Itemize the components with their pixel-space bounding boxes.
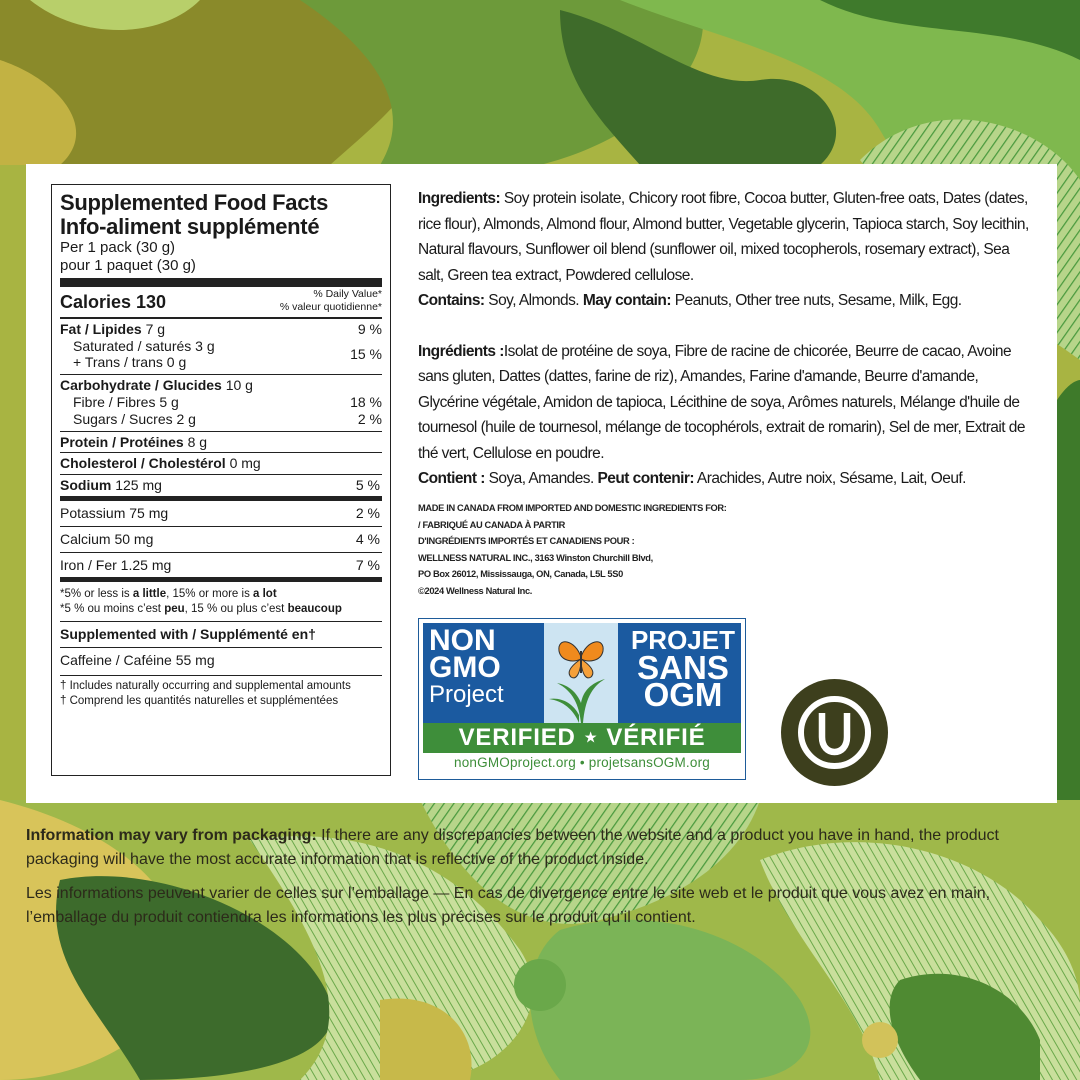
- nongmo-project: Project: [429, 681, 504, 708]
- supplement-note-fr: † Comprend les quantités naturelles et supplémentées: [60, 694, 339, 707]
- daily-value-fr: % valeur quotidienne*: [279, 301, 382, 314]
- calcium-row: [60, 527, 382, 553]
- manufacturer-info: MADE IN CANADA FROM IMPORTED AND DOMESTIC INGREDIENTS FOR: / FABRIQUÉ AU CANADA À PARTIR D'INGRÉDIENTS IMPORTÉS ET CANADIENS POUR : WELLNESS NATURAL INC., 3163 Winston Churchill Blvd, PO Box 26012, Mississauga, ON, Canada, L5L 5S0 ©2024 Wellness Natural Inc.: [418, 503, 727, 596]
- sodium-row: [60, 475, 382, 501]
- fibre-label: Fibre / Fibres 5 g: [73, 393, 179, 410]
- ingredients-en: Ingredients: Soy protein isolate, Chicory root fibre, Cocoa butter, Gluten-free oats, Dates (dates, rice flour), Almonds, Almond flour, Almond butter, Vegetable glycerin, Tapioca starch, Soy lecithin, Natural flavours, Sunflower oil blend (sunflower oil, mixed tocopherols, rosemary extract), Sea salt, Green tea extract, Powdered cellulose.: [418, 190, 1029, 284]
- saturated-fat-label: Saturated / saturés 3 g: [73, 337, 215, 354]
- allergens-en: Contains: Soy, Almonds. May contain: Peanuts, Other tree nuts, Sesame, Milk, Egg.: [418, 292, 962, 309]
- sugars-dv: 2 %: [357, 410, 382, 427]
- iron-label: Iron / Fer 1.25 mg: [60, 556, 172, 573]
- sodium-amount: 125 mg: [115, 477, 162, 494]
- disclaimer-fr: Les informations peuvent varier de celles sur l’emballage — En cas de divergence entre le site web et le produit que vous avez en main, l’emballage du produit contiendra les informations les plus précises sur le produit qu’il contient.: [26, 885, 991, 926]
- sodium-dv: 5 %: [355, 477, 380, 494]
- cholesterol-label: Cholesterol / Cholestérol: [60, 455, 226, 472]
- protein-amount: 8 g: [187, 433, 208, 450]
- daily-value-header: [280, 288, 382, 315]
- disclaimer-en: Information may vary from packaging: If there are any discrepancies between the website and a product you have in hand, the product packaging will have the most accurate information that is reflective of the product inside.: [26, 827, 999, 868]
- nutrition-title-fr: Info-aliment supplémenté: [60, 213, 320, 239]
- nongmo-gmo: GMO: [429, 651, 501, 684]
- product-info-panel: [26, 164, 1057, 803]
- packaging-disclaimer: [26, 824, 1056, 940]
- fat-dv: 9 %: [357, 320, 382, 337]
- allergens-fr: Contient : Soya, Amandes. Peut contenir: Arachides, Autre noix, Sésame, Lait, Oeuf.: [418, 470, 966, 487]
- cholesterol-row: [60, 453, 382, 475]
- sat-trans-dv: 15 %: [350, 345, 382, 362]
- fat-label: Fat / Lipides: [60, 320, 142, 337]
- sugars-label: Sugars / Sucres 2 g: [73, 410, 196, 427]
- supplemented-heading: Supplemented with / Supplémenté en†: [60, 622, 382, 648]
- calories-value: Calories 130: [60, 291, 167, 312]
- supplement-note: [60, 676, 382, 709]
- nongmo-non: NON: [429, 624, 496, 657]
- sodium-label: Sodium: [60, 477, 112, 494]
- nongmo-verified: VERIFIED ⋆ VÉRIFIÉ: [423, 723, 741, 753]
- nutrition-facts-table: [51, 184, 391, 776]
- protein-label: Protein / Protéines: [60, 433, 184, 450]
- serving-size-en: Per 1 pack (30 g): [60, 238, 176, 256]
- daily-value-en: % Daily Value*: [313, 287, 382, 300]
- caffeine-row: Caffeine / Caféine 55 mg: [60, 648, 382, 676]
- iron-row: [60, 553, 382, 583]
- serving-size-fr: pour 1 paquet (30 g): [60, 256, 196, 274]
- calcium-dv: 4 %: [355, 530, 380, 547]
- iron-dv: 7 %: [355, 556, 380, 573]
- nongmo-ogm: OGM: [643, 676, 723, 713]
- nongmo-urls: nonGMOproject.org • projetsansOGM.org: [454, 755, 710, 770]
- dv-footnote-fr: *5 % ou moins c’est peu, 15 % ou plus c’est beaucoup: [60, 603, 342, 616]
- cholesterol-amount: 0 mg: [229, 455, 261, 472]
- ingredients-block: [418, 186, 1038, 492]
- dv-footnote-en: *5% or less is a little, 15% or more is a lot: [60, 588, 277, 601]
- nongmo-sans: SANS: [637, 649, 729, 686]
- kosher-u-icon: [781, 679, 888, 786]
- butterfly-plant-icon: [543, 625, 619, 723]
- nutrition-title-en: Supplemented Food Facts: [60, 190, 329, 215]
- nongmo-projet: PROJET: [630, 625, 735, 655]
- trans-fat-label: + Trans / trans 0 g: [73, 354, 187, 371]
- potassium-label: Potassium 75 mg: [60, 504, 169, 521]
- dv-footnote: [60, 582, 382, 622]
- fibre-dv: 18 %: [350, 393, 382, 410]
- carb-label: Carbohydrate / Glucides: [60, 377, 222, 394]
- non-gmo-project-logo: [418, 618, 746, 780]
- potassium-dv: 2 %: [355, 504, 380, 521]
- protein-row: [60, 432, 382, 454]
- fat-group: [60, 319, 382, 375]
- carbohydrate-group: [60, 375, 382, 431]
- calcium-label: Calcium 50 mg: [60, 530, 154, 547]
- ingredients-fr: Ingrédients :Isolat de protéine de soya, Fibre de racine de chicorée, Beurre de cacao, Avoine sans gluten, Dattes (dattes, farine de riz), Amandes, Farine d'amande, Beurre d'amande, Glycérine végétale, Amidon de tapioca, Lécithine de soya, Arômes naturels, Mélange d'huile de tournesol (huile de tournesol, mélange de tocophérols, extrait de romarin), Sel de mer, Extrait de thé vert, Cellulose en poudre.: [418, 342, 1025, 462]
- potassium-row: [60, 501, 382, 527]
- calories-row: [60, 278, 382, 319]
- fat-amount: 7 g: [145, 320, 166, 337]
- carb-amount: 10 g: [225, 377, 253, 394]
- supplement-note-en: † Includes naturally occurring and supplemental amounts: [60, 679, 351, 692]
